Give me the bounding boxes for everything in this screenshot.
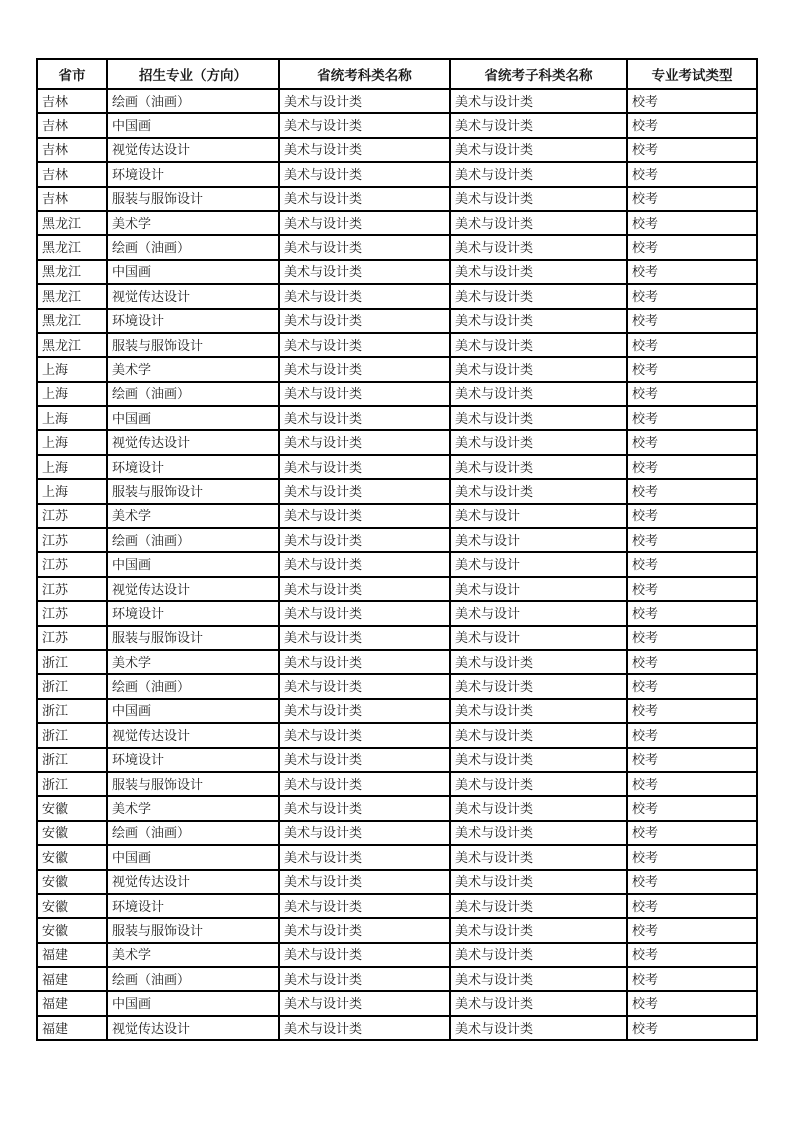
table-cell: 校考 xyxy=(627,406,757,430)
table-cell: 服装与服饰设计 xyxy=(107,772,279,796)
table-cell: 美术学 xyxy=(107,357,279,381)
table-row xyxy=(37,382,757,406)
table-cell: 美术与设计类 xyxy=(450,748,627,772)
table-cell: 校考 xyxy=(627,211,757,235)
table-cell: 校考 xyxy=(627,528,757,552)
table-cell: 环境设计 xyxy=(107,162,279,186)
table-cell: 上海 xyxy=(37,479,107,503)
table-cell: 吉林 xyxy=(37,138,107,162)
table-cell: 校考 xyxy=(627,601,757,625)
table-row xyxy=(37,162,757,186)
table-cell: 美术与设计 xyxy=(450,601,627,625)
table-cell: 绘画（油画） xyxy=(107,674,279,698)
table-cell: 美术与设计类 xyxy=(450,918,627,942)
table-cell: 福建 xyxy=(37,967,107,991)
table-cell: 美术与设计类 xyxy=(450,284,627,308)
table-cell: 浙江 xyxy=(37,674,107,698)
table-cell: 安徽 xyxy=(37,796,107,820)
table-row xyxy=(37,138,757,162)
table-cell: 美术与设计类 xyxy=(279,309,450,333)
table-cell: 浙江 xyxy=(37,650,107,674)
table-row xyxy=(37,577,757,601)
table-cell: 美术与设计类 xyxy=(450,845,627,869)
table-cell: 校考 xyxy=(627,260,757,284)
table-row xyxy=(37,406,757,430)
table-cell: 美术与设计类 xyxy=(279,430,450,454)
table-cell: 福建 xyxy=(37,943,107,967)
table-cell: 服装与服饰设计 xyxy=(107,333,279,357)
table-cell: 吉林 xyxy=(37,113,107,137)
table-cell: 美术与设计类 xyxy=(279,89,450,113)
table-body xyxy=(37,89,757,1040)
table-cell: 美术与设计类 xyxy=(279,455,450,479)
table-cell: 美术与设计类 xyxy=(450,943,627,967)
table-cell: 美术与设计类 xyxy=(450,674,627,698)
table-cell: 美术与设计类 xyxy=(279,138,450,162)
table-cell: 校考 xyxy=(627,89,757,113)
table-row xyxy=(37,601,757,625)
table-cell: 环境设计 xyxy=(107,309,279,333)
table-cell: 校考 xyxy=(627,479,757,503)
column-header: 省统考子科类名称 xyxy=(450,59,627,89)
table-cell: 上海 xyxy=(37,406,107,430)
table-cell: 服装与服饰设计 xyxy=(107,479,279,503)
table-cell: 美术与设计类 xyxy=(279,504,450,528)
table-cell: 上海 xyxy=(37,430,107,454)
table-cell: 校考 xyxy=(627,504,757,528)
table-cell: 校考 xyxy=(627,894,757,918)
table-cell: 校考 xyxy=(627,870,757,894)
table-cell: 浙江 xyxy=(37,723,107,747)
table-cell: 校考 xyxy=(627,138,757,162)
table-cell: 校考 xyxy=(627,845,757,869)
table-cell: 美术与设计类 xyxy=(279,260,450,284)
table-cell: 美术与设计类 xyxy=(279,187,450,211)
table-cell: 校考 xyxy=(627,772,757,796)
table-cell: 美术与设计类 xyxy=(450,357,627,381)
table-cell: 美术与设计类 xyxy=(279,943,450,967)
table-cell: 美术与设计类 xyxy=(450,699,627,723)
table-cell: 视觉传达设计 xyxy=(107,723,279,747)
table-cell: 安徽 xyxy=(37,918,107,942)
table-cell: 黑龙江 xyxy=(37,309,107,333)
table-cell: 校考 xyxy=(627,357,757,381)
table-cell: 美术学 xyxy=(107,650,279,674)
table-cell: 美术与设计类 xyxy=(279,821,450,845)
table-cell: 美术与设计类 xyxy=(279,748,450,772)
table-cell: 福建 xyxy=(37,1016,107,1040)
table-cell: 美术与设计类 xyxy=(450,333,627,357)
table-row xyxy=(37,455,757,479)
table-cell: 美术与设计类 xyxy=(279,699,450,723)
table-cell: 美术与设计类 xyxy=(450,723,627,747)
table-cell: 美术与设计类 xyxy=(450,138,627,162)
table-cell: 安徽 xyxy=(37,821,107,845)
table-cell: 上海 xyxy=(37,357,107,381)
column-header: 省市 xyxy=(37,59,107,89)
table-cell: 校考 xyxy=(627,430,757,454)
table-cell: 江苏 xyxy=(37,601,107,625)
table-cell: 美术与设计类 xyxy=(450,211,627,235)
table-cell: 上海 xyxy=(37,455,107,479)
table-cell: 美术与设计类 xyxy=(450,382,627,406)
table-cell: 美术与设计 xyxy=(450,528,627,552)
table-cell: 视觉传达设计 xyxy=(107,284,279,308)
table-cell: 美术与设计类 xyxy=(279,113,450,137)
table-cell: 视觉传达设计 xyxy=(107,1016,279,1040)
table-cell: 美术与设计类 xyxy=(279,1016,450,1040)
table-cell: 美术与设计类 xyxy=(450,479,627,503)
table-row xyxy=(37,626,757,650)
table-cell: 美术与设计 xyxy=(450,577,627,601)
column-header: 招生专业（方向） xyxy=(107,59,279,89)
table-row xyxy=(37,943,757,967)
table-cell: 校考 xyxy=(627,796,757,820)
table-cell: 美术与设计类 xyxy=(450,235,627,259)
column-header: 专业考试类型 xyxy=(627,59,757,89)
table-cell: 黑龙江 xyxy=(37,235,107,259)
table-cell: 美术与设计类 xyxy=(279,479,450,503)
table-row xyxy=(37,504,757,528)
table-cell: 江苏 xyxy=(37,504,107,528)
table-cell: 绘画（油画） xyxy=(107,967,279,991)
table-cell: 校考 xyxy=(627,309,757,333)
table-cell: 视觉传达设计 xyxy=(107,577,279,601)
table-cell: 校考 xyxy=(627,235,757,259)
table-row xyxy=(37,967,757,991)
table-cell: 美术与设计类 xyxy=(450,162,627,186)
table-cell: 绘画（油画） xyxy=(107,382,279,406)
table-row xyxy=(37,528,757,552)
table-cell: 美术与设计类 xyxy=(450,260,627,284)
table-row xyxy=(37,333,757,357)
table-cell: 环境设计 xyxy=(107,601,279,625)
table-row xyxy=(37,894,757,918)
table-row xyxy=(37,552,757,576)
table-row xyxy=(37,309,757,333)
table-cell: 校考 xyxy=(627,284,757,308)
table-row xyxy=(37,187,757,211)
table-cell: 校考 xyxy=(627,821,757,845)
table-cell: 美术与设计类 xyxy=(450,89,627,113)
table-cell: 美术与设计类 xyxy=(450,796,627,820)
table-cell: 黑龙江 xyxy=(37,284,107,308)
table-cell: 校考 xyxy=(627,113,757,137)
table-cell: 美术与设计类 xyxy=(450,991,627,1015)
table-cell: 校考 xyxy=(627,333,757,357)
table-row xyxy=(37,1016,757,1040)
table-cell: 美术与设计类 xyxy=(450,455,627,479)
table-cell: 校考 xyxy=(627,674,757,698)
table-cell: 校考 xyxy=(627,967,757,991)
table-row xyxy=(37,89,757,113)
table-cell: 吉林 xyxy=(37,187,107,211)
table-cell: 美术与设计类 xyxy=(279,967,450,991)
table-cell: 美术与设计类 xyxy=(279,333,450,357)
table-cell: 视觉传达设计 xyxy=(107,138,279,162)
table-row xyxy=(37,357,757,381)
table-cell: 美术与设计类 xyxy=(279,723,450,747)
table-cell: 绘画（油画） xyxy=(107,89,279,113)
table-cell: 美术与设计类 xyxy=(279,650,450,674)
table-cell: 美术与设计类 xyxy=(450,821,627,845)
table-cell: 环境设计 xyxy=(107,455,279,479)
table-cell: 美术与设计 xyxy=(450,552,627,576)
table-row xyxy=(37,723,757,747)
table-cell: 中国画 xyxy=(107,552,279,576)
table-row xyxy=(37,821,757,845)
table-row xyxy=(37,796,757,820)
column-header: 省统考科类名称 xyxy=(279,59,450,89)
table-cell: 美术与设计类 xyxy=(450,772,627,796)
table-cell: 美术与设计类 xyxy=(279,406,450,430)
table-cell: 美术与设计类 xyxy=(279,528,450,552)
table-cell: 安徽 xyxy=(37,845,107,869)
exam-table xyxy=(36,58,758,1041)
table-cell: 美术与设计类 xyxy=(279,918,450,942)
table-cell: 美术与设计类 xyxy=(279,382,450,406)
table-cell: 环境设计 xyxy=(107,748,279,772)
table-cell: 美术与设计类 xyxy=(450,894,627,918)
table-cell: 校考 xyxy=(627,455,757,479)
table-cell: 美术学 xyxy=(107,504,279,528)
table-row xyxy=(37,748,757,772)
table-row xyxy=(37,991,757,1015)
table-cell: 美术与设计类 xyxy=(279,357,450,381)
table-cell: 江苏 xyxy=(37,528,107,552)
table-row xyxy=(37,211,757,235)
table-cell: 美术与设计类 xyxy=(279,772,450,796)
table-cell: 安徽 xyxy=(37,870,107,894)
table-cell: 上海 xyxy=(37,382,107,406)
table-cell: 校考 xyxy=(627,699,757,723)
table-cell: 黑龙江 xyxy=(37,211,107,235)
table-cell: 美术与设计类 xyxy=(279,601,450,625)
table-cell: 校考 xyxy=(627,650,757,674)
table-row xyxy=(37,479,757,503)
table-cell: 校考 xyxy=(627,723,757,747)
table-cell: 美术与设计类 xyxy=(279,894,450,918)
table-cell: 浙江 xyxy=(37,699,107,723)
table-cell: 美术与设计 xyxy=(450,626,627,650)
table-cell: 美术学 xyxy=(107,211,279,235)
table-cell: 美术与设计类 xyxy=(450,406,627,430)
table-row xyxy=(37,918,757,942)
table-cell: 美术与设计类 xyxy=(279,284,450,308)
table-cell: 美术与设计类 xyxy=(450,309,627,333)
table-row xyxy=(37,113,757,137)
table-row xyxy=(37,845,757,869)
table-cell: 校考 xyxy=(627,187,757,211)
table-row xyxy=(37,772,757,796)
table-cell: 美术与设计类 xyxy=(450,113,627,137)
table-cell: 绘画（油画） xyxy=(107,235,279,259)
table-cell: 江苏 xyxy=(37,552,107,576)
table-row xyxy=(37,260,757,284)
table-row xyxy=(37,284,757,308)
table-cell: 安徽 xyxy=(37,894,107,918)
table-cell: 美术与设计类 xyxy=(279,626,450,650)
table-cell: 服装与服饰设计 xyxy=(107,626,279,650)
table-row xyxy=(37,699,757,723)
table-cell: 视觉传达设计 xyxy=(107,870,279,894)
table-cell: 美术与设计类 xyxy=(279,796,450,820)
table-cell: 校考 xyxy=(627,991,757,1015)
table-row xyxy=(37,650,757,674)
table-row xyxy=(37,59,757,89)
table-cell: 视觉传达设计 xyxy=(107,430,279,454)
table-cell: 美术与设计类 xyxy=(279,235,450,259)
table-cell: 福建 xyxy=(37,991,107,1015)
table-cell: 校考 xyxy=(627,577,757,601)
table-cell: 美术与设计类 xyxy=(279,552,450,576)
table-row xyxy=(37,870,757,894)
table-cell: 美术与设计类 xyxy=(450,967,627,991)
table-row xyxy=(37,674,757,698)
table-row xyxy=(37,430,757,454)
table-cell: 美术与设计类 xyxy=(450,430,627,454)
table-cell: 美术与设计类 xyxy=(450,650,627,674)
table-cell: 中国画 xyxy=(107,991,279,1015)
table-cell: 吉林 xyxy=(37,162,107,186)
table-cell: 校考 xyxy=(627,162,757,186)
table-cell: 绘画（油画） xyxy=(107,528,279,552)
table-cell: 美术与设计类 xyxy=(279,577,450,601)
table-cell: 美术学 xyxy=(107,796,279,820)
table-cell: 浙江 xyxy=(37,772,107,796)
table-cell: 绘画（油画） xyxy=(107,821,279,845)
table-cell: 校考 xyxy=(627,918,757,942)
table-cell: 美术与设计类 xyxy=(279,674,450,698)
table-row xyxy=(37,235,757,259)
table-cell: 美术与设计类 xyxy=(450,870,627,894)
table-cell: 校考 xyxy=(627,943,757,967)
table-cell: 校考 xyxy=(627,1016,757,1040)
table-cell: 中国画 xyxy=(107,699,279,723)
table-cell: 美术与设计类 xyxy=(450,187,627,211)
table-cell: 环境设计 xyxy=(107,894,279,918)
table-cell: 美术与设计类 xyxy=(279,845,450,869)
table-cell: 中国画 xyxy=(107,260,279,284)
table-cell: 中国画 xyxy=(107,113,279,137)
table-cell: 美术与设计 xyxy=(450,504,627,528)
table-cell: 美术与设计类 xyxy=(279,211,450,235)
table-cell: 服装与服饰设计 xyxy=(107,187,279,211)
table-cell: 黑龙江 xyxy=(37,260,107,284)
table-cell: 校考 xyxy=(627,552,757,576)
table-cell: 美术学 xyxy=(107,943,279,967)
table-cell: 美术与设计类 xyxy=(279,162,450,186)
table-cell: 江苏 xyxy=(37,577,107,601)
table-cell: 校考 xyxy=(627,748,757,772)
table-cell: 美术与设计类 xyxy=(450,1016,627,1040)
table-cell: 校考 xyxy=(627,626,757,650)
table-cell: 校考 xyxy=(627,382,757,406)
table-cell: 美术与设计类 xyxy=(279,991,450,1015)
table-cell: 中国画 xyxy=(107,406,279,430)
table-cell: 黑龙江 xyxy=(37,333,107,357)
table-cell: 中国画 xyxy=(107,845,279,869)
table-cell: 浙江 xyxy=(37,748,107,772)
table-cell: 服装与服饰设计 xyxy=(107,918,279,942)
table-cell: 美术与设计类 xyxy=(279,870,450,894)
table-header-row xyxy=(37,59,757,89)
table-cell: 江苏 xyxy=(37,626,107,650)
table-cell: 吉林 xyxy=(37,89,107,113)
